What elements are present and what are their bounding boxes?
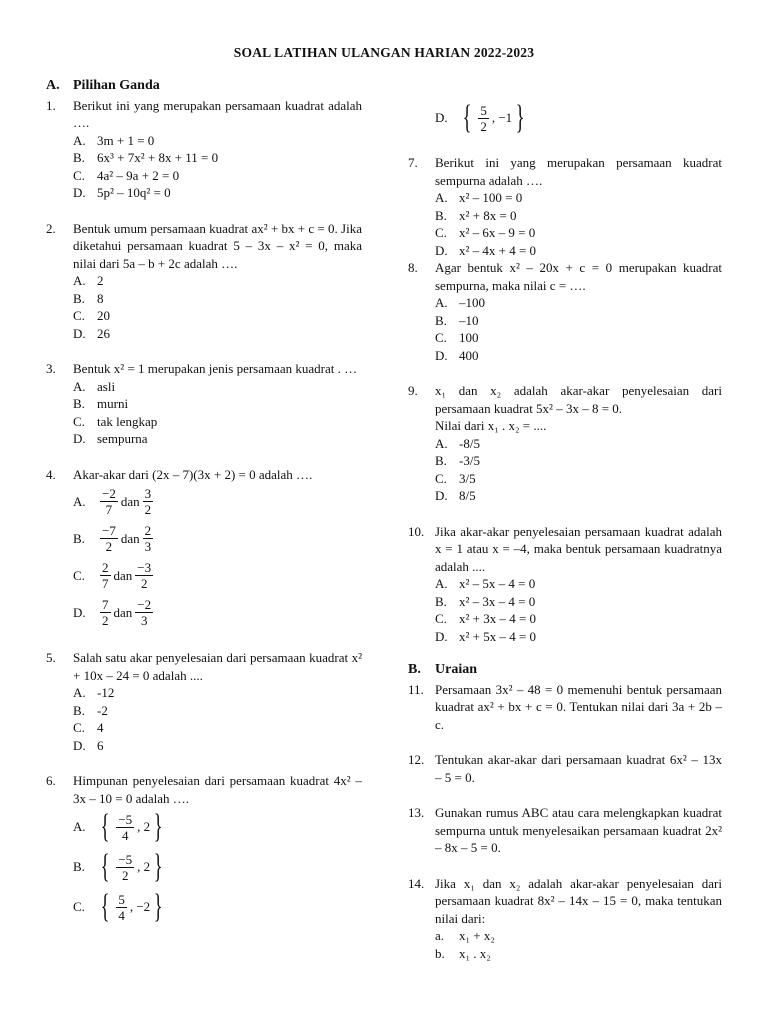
solution-set [97,890,167,924]
option-text: -2 [97,702,108,718]
option-letter: A. [73,273,86,288]
solution-set [97,850,167,884]
question-number: 2. [46,220,56,236]
question-number: 12. [408,752,425,767]
fraction [143,486,154,517]
question-text: Jika akar-akar penyelesaian persamaan kuadrat adalah x = 1 atau x = –4, maka bentuk persamaan kuadratnya adalah .... [435,523,722,574]
section-a-name: Pilihan Ganda [73,78,160,93]
denominator: 2 [480,118,487,134]
option-b [73,702,362,720]
option-c [73,887,362,927]
conjunction: dan [120,530,140,546]
option-text: –10 [459,312,479,328]
question-5 [46,649,362,754]
fraction [100,486,118,517]
option-letter: A. [435,190,448,205]
question-text: Persamaan 3x² – 48 = 0 memenuhi bentuk persamaan kuadrat ax² + bx + c = 0. Tentukan nilai dari 3a + 2b – c. [435,681,722,732]
numerator: 5 [118,891,125,907]
fraction [100,523,118,554]
option-b [435,207,722,225]
option-d [435,98,722,138]
option-text: sempurna [97,431,148,446]
option-c [73,719,362,737]
numerator: −5 [118,811,133,827]
denominator: 2 [102,613,109,628]
fraction [135,560,153,591]
question-7 [408,154,722,259]
right-column [408,98,722,962]
option-d [435,628,722,646]
set-rest: , −1 [491,110,513,126]
option-letter: A. [73,493,86,509]
question-text: Berikut ini yang merupakan persamaan kuadrat adalah …. [73,97,362,130]
option-text: 6x³ + 7x² + 8x + 11 = 0 [97,150,219,165]
left-brace: { [462,99,472,136]
option-b [73,149,362,167]
option-d [73,430,362,448]
option-text: x² – 100 = 0 [459,190,523,205]
denominator: 7 [105,502,113,517]
denominator: 2 [140,576,148,591]
question-10 [408,523,722,646]
option-letter: D. [73,325,86,341]
right-brace: } [515,99,525,136]
option-d [73,325,362,343]
option-a [73,684,362,702]
option-letter: A. [73,819,86,835]
option-text: 3/5 [459,470,476,486]
question-text: Bentuk x² = 1 merupakan jenis persamaan kuadrat . … [73,361,358,376]
question-text: Himpunan penyelesaian dari persamaan kuadrat 4x² – 3x – 10 = 0 adalah …. [73,773,362,806]
fraction [100,560,111,591]
option-letter: C. [435,470,447,486]
question-3 [46,360,362,448]
option-letter: C. [73,308,85,323]
option-letter: A. [435,295,448,310]
option-b [73,847,362,887]
option-text: tak lengkap [97,413,158,429]
numerator: −2 [102,486,116,501]
option-b [73,395,362,413]
set-rest: , 2 [137,819,151,835]
denominator: 4 [122,827,129,843]
option-a [435,294,722,312]
option-letter: C. [73,899,85,915]
option-c [435,329,722,347]
question-text: Tentukan akar-akar dari persamaan kuadrat 6x² – 13x – 5 = 0. [435,752,722,785]
question-9 [408,382,722,505]
denominator: 7 [102,576,109,591]
option-letter: C. [73,413,85,429]
question-text: Salah satu akar penyelesaian dari persamaan kuadrat x² + 10x – 24 = 0 adalah .... [73,650,362,683]
option-letter: D. [73,185,86,200]
fraction [478,103,489,134]
question-number: 6. [46,773,56,788]
option-letter: D. [435,110,448,126]
option-letter: B. [435,312,447,328]
solution-set [97,810,167,844]
question-11 [408,681,722,734]
question-number: 3. [46,361,56,376]
option-text: 6 [97,737,104,753]
option-text: murni [97,396,129,411]
question-number: 14. [408,875,425,891]
right-brace: } [153,888,163,925]
option-d [435,242,722,260]
option-text: x² + 5x – 4 = 0 [459,628,537,644]
option-text: 4 [97,720,104,735]
option-text: x² – 6x – 9 = 0 [459,225,536,240]
numerator: −3 [137,560,152,575]
option-d [73,184,362,202]
question-text: Gunakan rumus ABC atau cara melengkapkan kuadrat sempurna untuk menyelesaikan persamaan kuadrat 2x² – 8x – 5 = 0. [435,805,722,855]
option-text: 4a² – 9a + 2 = 0 [97,167,180,183]
left-brace: { [100,808,110,845]
section-a-letter: A. [46,78,60,93]
option-c [73,413,362,431]
option-text: 3m + 1 = 0 [97,132,155,148]
option-a [73,378,362,396]
option-letter: B. [73,702,85,718]
fraction [116,892,127,923]
question-4 [46,466,362,632]
question-number: 4. [46,466,56,482]
denominator: 3 [140,613,148,628]
option-letter: A. [73,378,86,394]
option-letter: C. [73,167,85,183]
option-letter: D. [435,242,448,258]
question-subtext: Nilai dari x₁ . x₂ = .... [435,418,547,433]
option-a [435,435,722,453]
question-number: 1. [46,97,56,113]
sub-item-b [435,945,722,963]
denominator: 2 [122,867,129,883]
option-letter: A. [435,576,448,591]
question-number: 8. [408,260,418,275]
option-text: x² – 4x + 4 = 0 [459,242,537,258]
document-title: SOAL LATIHAN ULANGAN HARIAN 2022-2023 [233,45,535,60]
option-text: 2 [97,273,104,288]
solution-set [459,101,529,135]
option-letter: D. [435,488,448,503]
option-text: x² + 8x = 0 [459,207,517,223]
option-letter: C. [435,611,447,626]
question-text: Jika x₁ dan x₂ adalah akar-akar penyelesaian dari persamaan kuadrat 8x² – 14x – 15 = 0, maka tentukan nilai dari: [435,875,722,926]
option-text: 400 [459,347,479,363]
option-text: -3/5 [459,453,480,468]
option-d [435,487,722,505]
option-letter: B. [73,150,85,165]
question-2 [46,220,362,343]
option-d [73,737,362,755]
denominator: 2 [105,539,113,554]
left-brace: { [100,848,110,885]
numerator: 2 [144,523,152,538]
option-letter: A. [435,435,448,451]
numerator: −5 [118,851,133,867]
option-letter: C. [435,330,447,345]
option-letter: C. [73,567,85,583]
option-a [73,483,362,520]
option-text: 8 [97,290,104,306]
option-c [435,470,722,488]
option-text: 26 [97,325,110,341]
section-b-heading [408,661,722,679]
option-b [435,452,722,470]
right-brace: } [153,848,163,885]
question-text: Berikut ini yang merupakan persamaan kuadrat sempurna adalah …. [435,155,722,188]
option-text: 20 [97,308,110,323]
conjunction: dan [113,567,133,583]
option-b [435,593,722,611]
fraction [116,812,134,843]
sub-item-a [435,927,722,945]
numerator: −7 [102,523,116,538]
question-text: Agar bentuk x² – 20x + c = 0 merupakan kuadrat sempurna, maka nilai c = …. [435,260,722,293]
fraction [116,852,134,883]
option-text: x² – 3x – 4 = 0 [459,593,536,609]
option-c [435,610,722,628]
option-text: –100 [459,295,485,310]
question-6 [46,772,362,927]
option-letter: D. [435,628,448,644]
option-d [435,347,722,365]
question-number: 9. [408,383,418,398]
question-text: x₁ dan x₂ adalah akar-akar penyelesaian dari persamaan kuadrat 5x² – 3x – 8 = 0. [435,383,722,416]
numerator: 7 [102,597,109,612]
question-number: 5. [46,650,56,665]
question-14 [408,875,722,963]
option-b [435,312,722,330]
option-letter: D. [73,604,86,620]
option-letter: D. [73,737,86,753]
option-text: x² – 5x – 4 = 0 [459,576,536,591]
option-letter: D. [435,347,448,363]
numerator: 3 [144,486,152,501]
section-b-letter: B. [408,662,421,677]
option-letter: D. [73,431,86,446]
question-8 [408,259,722,364]
option-d [73,594,362,631]
question-number: 13. [408,805,425,820]
question-text: Akar-akar dari (2x – 7)(3x + 2) = 0 adalah …. [73,466,313,482]
option-letter: C. [73,720,85,735]
option-text: -8/5 [459,435,480,451]
section-a-heading [46,77,362,95]
option-letter: B. [435,453,447,468]
option-letter: B. [435,593,447,609]
question-text: Bentuk umum persamaan kuadrat ax² + bx + c = 0. Jika diketahui persamaan kuadrat 5 – 3x – x² = 0, maka nilai dari 5a – b + 2c adalah …. [73,220,362,271]
option-a [73,272,362,290]
sub-item-letter: b. [435,945,445,961]
option-letter: B. [435,207,447,223]
left-column [46,77,362,927]
option-c [73,557,362,594]
option-c [435,224,722,242]
option-text: -12 [97,685,115,700]
option-letter: A. [73,132,86,148]
sub-item-text: x₁ + x₂ [459,928,495,943]
option-a [435,575,722,593]
set-rest: , −2 [129,899,151,915]
denominator: 4 [118,907,125,923]
option-a [73,807,362,847]
left-brace: { [100,888,110,925]
option-text: x² + 3x – 4 = 0 [459,611,537,626]
fraction [143,523,154,554]
question-number: 11. [408,681,424,697]
sub-item-text: x₁ . x₂ [459,945,491,961]
option-letter: A. [73,685,86,700]
sub-item-letter: a. [435,928,445,943]
option-b [73,290,362,308]
option-a [73,132,362,150]
option-a [435,189,722,207]
option-text: asli [97,378,116,394]
fraction [135,597,153,628]
option-text: 100 [459,330,479,345]
option-letter: B. [73,396,85,411]
option-c [73,307,362,325]
question-number: 7. [408,155,418,170]
question-13 [408,804,722,857]
right-brace: } [153,808,163,845]
option-c [73,167,362,185]
question-1 [46,97,362,202]
option-letter: C. [435,225,447,240]
fraction [100,597,111,628]
section-b-name: Uraian [435,662,477,677]
option-text: 8/5 [459,488,476,503]
conjunction: dan [120,493,140,509]
question-number: 10. [408,523,425,539]
option-b [73,520,362,557]
question-6-continued [408,98,722,138]
conjunction: dan [113,604,133,620]
numerator: 5 [480,102,487,118]
denominator: 3 [144,539,152,554]
question-12 [408,751,722,786]
numerator: 2 [102,560,109,575]
option-letter: B. [73,530,85,546]
denominator: 2 [144,502,152,517]
option-letter: B. [73,290,85,306]
set-rest: , 2 [137,859,151,875]
numerator: −2 [137,597,152,612]
option-text: 5p² – 10q² = 0 [97,185,171,200]
option-letter: B. [73,859,85,875]
